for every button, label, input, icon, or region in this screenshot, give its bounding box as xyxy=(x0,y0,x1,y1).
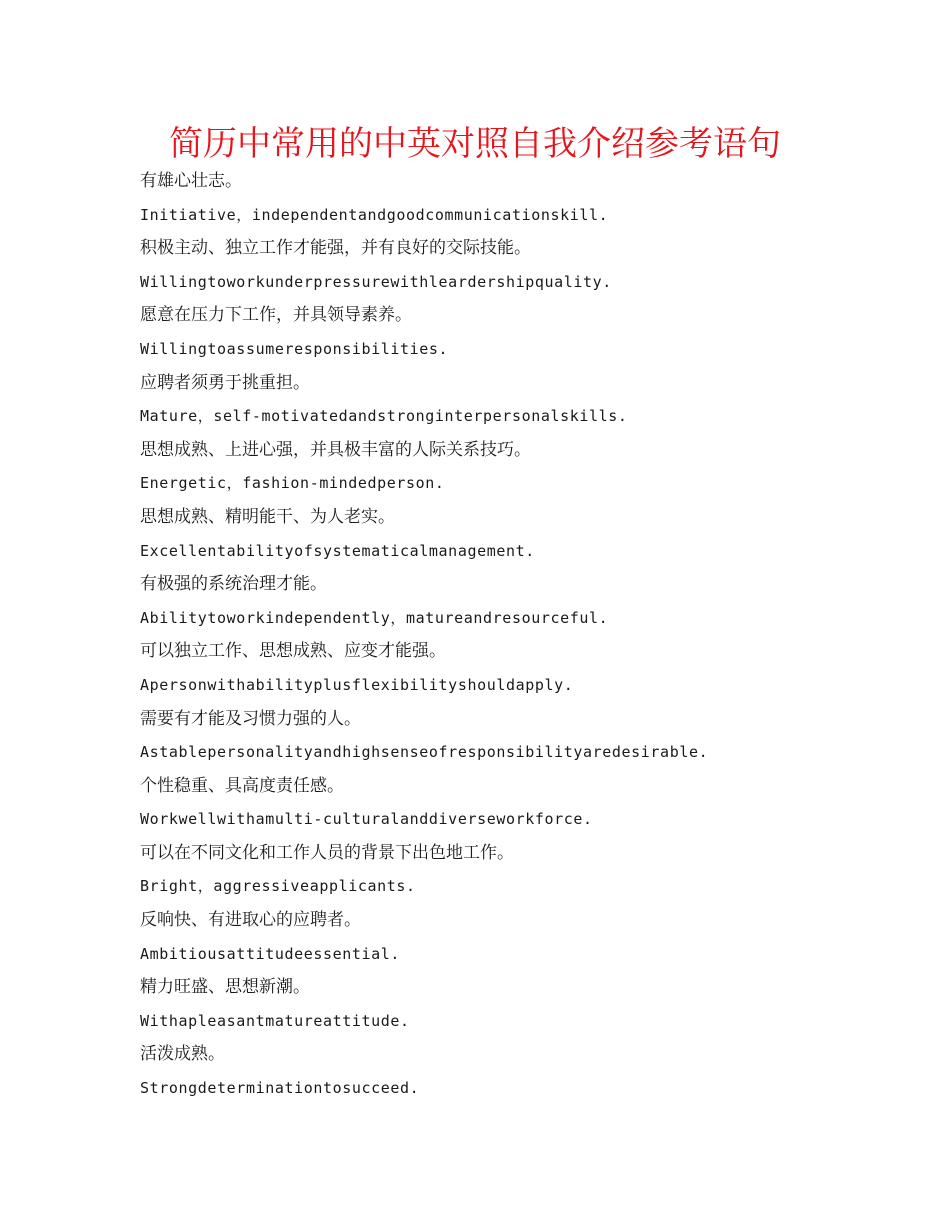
line-zh: 积极主动、独立工作才能强，并有良好的交际技能。 xyxy=(140,238,531,259)
line-en: Energetic，fashion-mindedperson. xyxy=(140,474,445,493)
line-zh: 活泼成熟。 xyxy=(140,1044,225,1065)
line-zh: 思想成熟、精明能干、为人老实。 xyxy=(140,506,395,527)
document-title: 简历中常用的中英对照自我介绍参考语句 xyxy=(169,124,781,164)
line-zh: 愿意在压力下工作，并具领导素养。 xyxy=(140,305,412,326)
line-zh: 思想成熟、上进心强，并具极丰富的人际关系技巧。 xyxy=(140,439,531,460)
line-zh: 应聘者须勇于挑重担。 xyxy=(140,372,310,393)
document-body xyxy=(140,165,920,1106)
line-en: Excellentabilityofsystematicalmanagement. xyxy=(140,541,535,560)
line-en: Abilitytoworkindependently，matureandresourceful. xyxy=(140,608,609,627)
line-zh: 有极强的系统治理才能。 xyxy=(140,574,327,595)
line-zh: 可以独立工作、思想成熟、应变才能强。 xyxy=(140,641,446,662)
line-en: Willingtoassumeresponsibilities. xyxy=(140,339,449,358)
line-en: Ambitiousattitudeessential. xyxy=(140,944,401,963)
line-zh: 可以在不同文化和工作人员的背景下出色地工作。 xyxy=(140,842,514,863)
line-en: Mature，self-motivatedandstronginterpersonalskills. xyxy=(140,407,628,426)
line-zh: 反响快、有进取心的应聘者。 xyxy=(140,910,361,931)
line-en: Bright，aggressiveapplicants. xyxy=(140,877,416,896)
line-en: Astablepersonalityandhighsenseofresponsibilityaredesirable. xyxy=(140,743,709,762)
line-en: Apersonwithabilityplusflexibilityshouldapply. xyxy=(140,675,574,694)
line-en: Workwellwithamulti-culturalanddiverseworkforce. xyxy=(140,810,593,829)
line-en: Initiative，independentandgoodcommunicationskill. xyxy=(140,205,609,224)
line-zh: 有雄心壮志。 xyxy=(140,171,242,191)
line-zh: 精力旺盛、思想新潮。 xyxy=(140,977,310,998)
line-zh: 需要有才能及习惯力强的人。 xyxy=(140,708,361,729)
line-en: Willingtoworkunderpressurewithleardershipquality. xyxy=(140,272,612,291)
line-zh: 个性稳重、具高度责任感。 xyxy=(140,775,344,796)
line-en: Withapleasantmatureattitude. xyxy=(140,1011,410,1030)
line-en: Strongdeterminationtosucceed. xyxy=(140,1079,420,1098)
